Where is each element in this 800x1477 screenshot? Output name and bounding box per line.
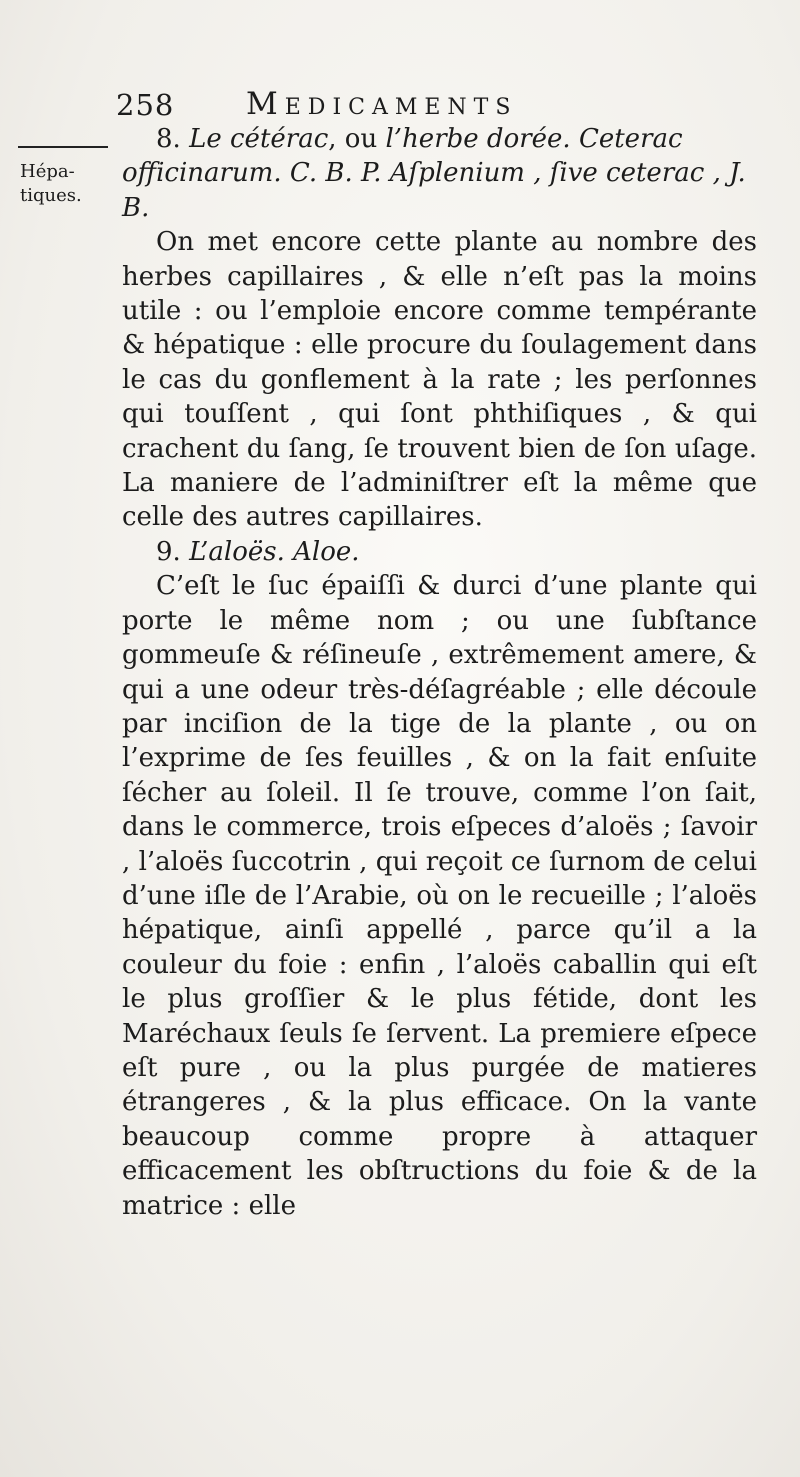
page-body xyxy=(122,122,757,1223)
margin-note xyxy=(20,160,110,208)
running-title: Medicaments xyxy=(246,86,518,122)
margin-note-line-2: tiques. xyxy=(20,185,82,206)
entry-8-number: 8. xyxy=(156,124,181,154)
entry-8-or: , ou xyxy=(328,124,386,154)
page-number: 258 xyxy=(116,88,175,122)
margin-note-line-1: Hépa- xyxy=(20,161,75,182)
entry-9-number: 9. xyxy=(156,536,181,567)
entry-9-heading xyxy=(122,535,757,569)
entry-8-name: Le cétérac xyxy=(189,124,329,154)
entry-9-name: L’aloës. Aloe. xyxy=(189,536,360,567)
entry-8-alt-name: l’herbe dorée. xyxy=(385,124,571,154)
paragraph-aloes: C’eſt le ſuc épaiſſi & durci d’une plante qui porte le même nom ; ou une ſubſtance gommeuſe & réſineuſe , extrêmement amere, & qui a une odeur très-déſagréable ; elle découle par inciſion de la tige de la plante , ou on l’exprime de ſes feuilles , & on la fait enſuite ſécher au ſoleil. Il ſe trouve, comme l’on ſait, dans le commerce, trois eſpeces d’aloës ; ſavoir , l’aloës ſuccotrin , qui reçoit ce ſurnom de celui d’une iſle de l’Arabie, où on le recueille ; l’aloës hépatique, ainſi appellé , parce qu’il a la couleur du foie : enfin , l’aloës caballin qui eſt le plus groſſier & le plus fétide, dont les Maréchaux ſeuls ſe ſervent. La premiere eſpece eſt pure , ou la plus purgée de matieres étrangeres , & la plus efficace. On la vante beaucoup comme propre à attaquer efficacement les obſtructions du foie & de la matrice : elle xyxy=(122,571,757,1221)
paragraph-ceterac: On met encore cette plante au nombre des herbes capillaires , & elle n’eſt pas la moins utile : ou l’emploie encore comme tempérante & hépatique : elle procure du ſoulagement dans le cas du gonflement à la rate ; les perſonnes qui touſſent , qui ſont phthiſiques , & qui crachent du ſang, ſe trouvent bien de ſon uſage. La maniere de l’adminiſtrer eſt la même que celle des autres capillaires. xyxy=(122,227,757,533)
margin-rule xyxy=(18,146,108,148)
entry-8-latin: Ceterac officinarum. C. B. P. Aſplenium , ſive ceterac , J. B. xyxy=(122,124,746,223)
entry-8-heading xyxy=(122,122,757,225)
